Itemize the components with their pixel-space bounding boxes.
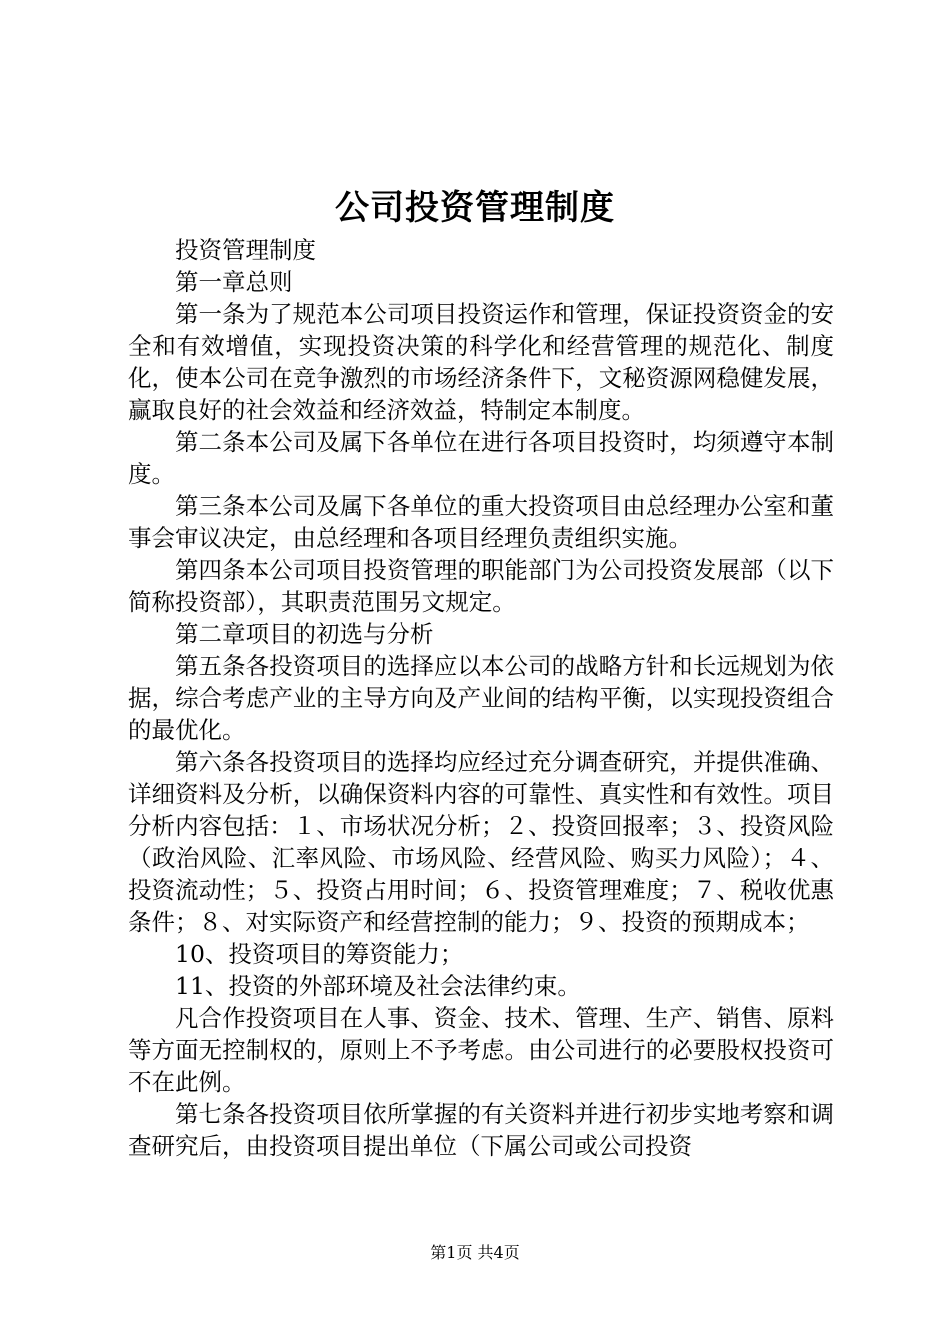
paragraph: 第五条各投资项目的选择应以本公司的战略方针和长远规划为依据，综合考虑产业的主导方向及产业间的结构平衡，以实现投资组合的最优化。 (128, 652, 834, 744)
paragraph: 第一条为了规范本公司项目投资运作和管理，保证投资资金的安全和有效增值，实现投资决策的科学化和经营管理的规范化、制度化，使本公司在竞争激烈的市场经济条件下，文秘资源网稳健发展，赢取良好的社会效益和经济效益，特制定本制度。 (128, 300, 834, 424)
paragraph: 第七条各投资项目依所掌握的有关资料并进行初步实地考察和调查研究后，由投资项目提出单位（下属公司或公司投资 (128, 1100, 834, 1160)
paragraph: 第四条本公司项目投资管理的职能部门为公司投资发展部（以下简称投资部），其职责范围另文规定。 (128, 556, 834, 616)
paragraph: 10、投资项目的筹资能力； (175, 940, 464, 968)
page-footer: 第1页 共4页 (430, 1243, 520, 1262)
paragraph: 投资管理制度 (175, 236, 316, 264)
paragraph: 第三条本公司及属下各单位的重大投资项目由总经理办公室和董事会审议决定，由总经理和各项目经理负责组织实施。 (128, 492, 834, 552)
paragraph: 第六条各投资项目的选择均应经过充分调查研究，并提供准确、详细资料及分析，以确保资料内容的可靠性、真实性和有效性。项目分析内容包括：１、市场状况分析；２、投资回报率；３、投资风险（政治风险、汇率风险、市场风险、经营风险、购买力风险）；４、投资流动性；５、投资占用时间；６、投资管理难度；７、税收优惠条件；８、对实际资产和经营控制的能力；９、投资的预期成本； (128, 748, 834, 936)
paragraph: 第二条本公司及属下各单位在进行各项目投资时，均须遵守本制度。 (128, 428, 834, 488)
document-body (128, 234, 834, 1162)
document-title: 公司投资管理制度 (335, 188, 615, 228)
paragraph: 11、投资的外部环境及社会法律约束。 (175, 972, 581, 1000)
paragraph: 凡合作投资项目在人事、资金、技术、管理、生产、销售、原料等方面无控制权的，原则上不予考虑。由公司进行的必要股权投资可不在此例。 (128, 1004, 834, 1096)
chapter-heading: 第一章总则 (175, 268, 293, 296)
chapter-heading: 第二章项目的初选与分析 (175, 620, 434, 648)
